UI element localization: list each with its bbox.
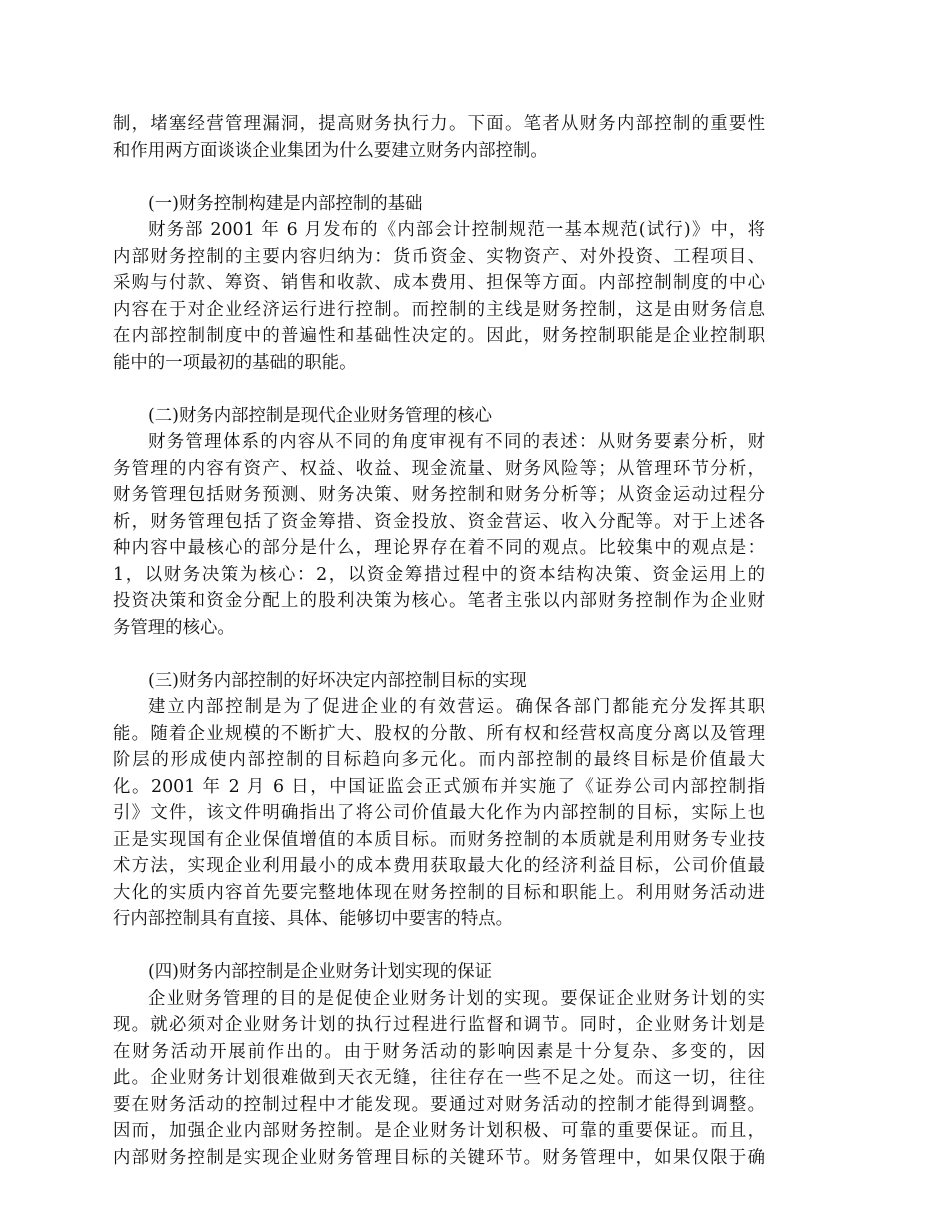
body-line: 此。企业财务计划很难做到天衣无缝，往往存在一些不足之处。而这一切，往往 bbox=[113, 1068, 765, 1088]
body-line: 析，财务管理包括了资金筹措、资金投放、资金营运、收入分配等。对于上述各 bbox=[113, 511, 765, 532]
paragraph-gap bbox=[113, 641, 765, 668]
body-line: 引》文件，该文件明确指出了将公司价值最大化作为内部控制的目标，实际上也 bbox=[113, 803, 765, 823]
body-line: 要在财务活动的控制过程中才能发现。要通过对财务活动的控制才能得到调整。 bbox=[113, 1094, 765, 1115]
body-line: 投资决策和资金分配上的股利决策为核心。笔者主张以内部财务控制作为企业财 bbox=[113, 591, 765, 611]
body-line: 在内部控制制度中的普遍性和基础性决定的。因此，财务控制职能是企业控制职 bbox=[113, 326, 765, 346]
document-body bbox=[113, 111, 765, 1171]
body-line: 种内容中最核心的部分是什么，理论界存在着不同的观点。比较集中的观点是： bbox=[113, 538, 765, 558]
intro-line: 和作用两方面谈谈企业集团为什么要建立财务内部控制。 bbox=[113, 140, 548, 161]
body-line: 正是实现国有企业保值增值的本质目标。而财务控制的本质就是利用财务专业技 bbox=[113, 829, 765, 850]
body-line: 阶层的形成使内部控制的目标趋向多元化。而内部控制的最终目标是价值最大 bbox=[113, 750, 765, 770]
body-line: 能中的一项最初的基础的职能。 bbox=[113, 352, 357, 373]
body-line: 务管理的核心。 bbox=[113, 617, 235, 638]
body-line: 能。随着企业规模的不断扩大、股权的分散、所有权和经营权高度分离以及管理 bbox=[113, 723, 765, 744]
body-line: 内容在于对企业经济运行进行控制。而控制的主线是财务控制，这是由财务信息 bbox=[113, 299, 765, 320]
section-heading: (一)财务控制构建是内部控制的基础 bbox=[148, 193, 423, 214]
body-line: 建立内部控制是为了促进企业的有效营运。确保各部门都能充分发挥其职 bbox=[148, 697, 765, 717]
body-line: 务管理的内容有资产、权益、收益、现金流量、财务风险等；从管理环节分析， bbox=[113, 458, 765, 479]
body-line: 采购与付款、筹资、销售和收款、成本费用、担保等方面。内部控制制度的中心 bbox=[113, 273, 765, 293]
body-line: 在财务活动开展前作出的。由于财务活动的影响因素是十分复杂、多变的，因 bbox=[113, 1041, 765, 1062]
body-line: 内部财务控制的主要内容归纳为：货币资金、实物资产、对外投资、工程项目、 bbox=[113, 246, 765, 267]
section-heading: (四)财务内部控制是企业财务计划实现的保证 bbox=[148, 962, 492, 982]
body-line: 财务管理体系的内容从不同的角度审视有不同的表述：从财务要素分析，财 bbox=[148, 432, 765, 452]
body-line: 财务管理包括财务预测、财务决策、财务控制和财务分析等；从资金运动过程分 bbox=[113, 485, 765, 505]
body-line: 现。就必须对企业财务计划的执行过程进行监督和调节。同时，企业财务计划是 bbox=[113, 1015, 765, 1035]
intro-line: 制，堵塞经营管理漏洞，提高财务执行力。下面。笔者从财务内部控制的重要性 bbox=[113, 114, 765, 134]
body-line: 因而，加强企业内部财务控制。是企业财务计划积极、可靠的重要保证。而且， bbox=[113, 1121, 765, 1141]
paragraph-gap bbox=[113, 164, 765, 191]
paragraph-gap bbox=[113, 376, 765, 403]
body-line: 行内部控制具有直接、具体、能够切中要害的特点。 bbox=[113, 909, 513, 929]
section-heading: (二)财务内部控制是现代企业财务管理的核心 bbox=[148, 405, 492, 426]
body-line: 化。2001 年 2 月 6 日，中国证监会正式颁布并实施了《证券公司内部控制指 bbox=[113, 776, 765, 797]
section-heading: (三)财务内部控制的好坏决定内部控制目标的实现 bbox=[148, 670, 527, 691]
body-line: 企业财务管理的目的是促使企业财务计划的实现。要保证企业财务计划的实 bbox=[148, 988, 765, 1009]
body-line: 1，以财务决策为核心：2，以资金筹措过程中的资本结构决策、资金运用上的 bbox=[113, 564, 765, 585]
body-line: 术方法，实现企业利用最小的成本费用获取最大化的经济利益目标，公司价值最 bbox=[113, 856, 765, 876]
body-line: 大化的实质内容首先要完整地体现在财务控制的目标和职能上。利用财务活动进 bbox=[113, 882, 765, 903]
body-line: 内部财务控制是实现企业财务管理目标的关键环节。财务管理中，如果仅限于确 bbox=[113, 1147, 765, 1168]
paragraph-gap bbox=[113, 933, 765, 960]
body-line: 财务部 2001 年 6 月发布的《内部会计控制规范一基本规范(试行)》中，将 bbox=[148, 220, 765, 240]
